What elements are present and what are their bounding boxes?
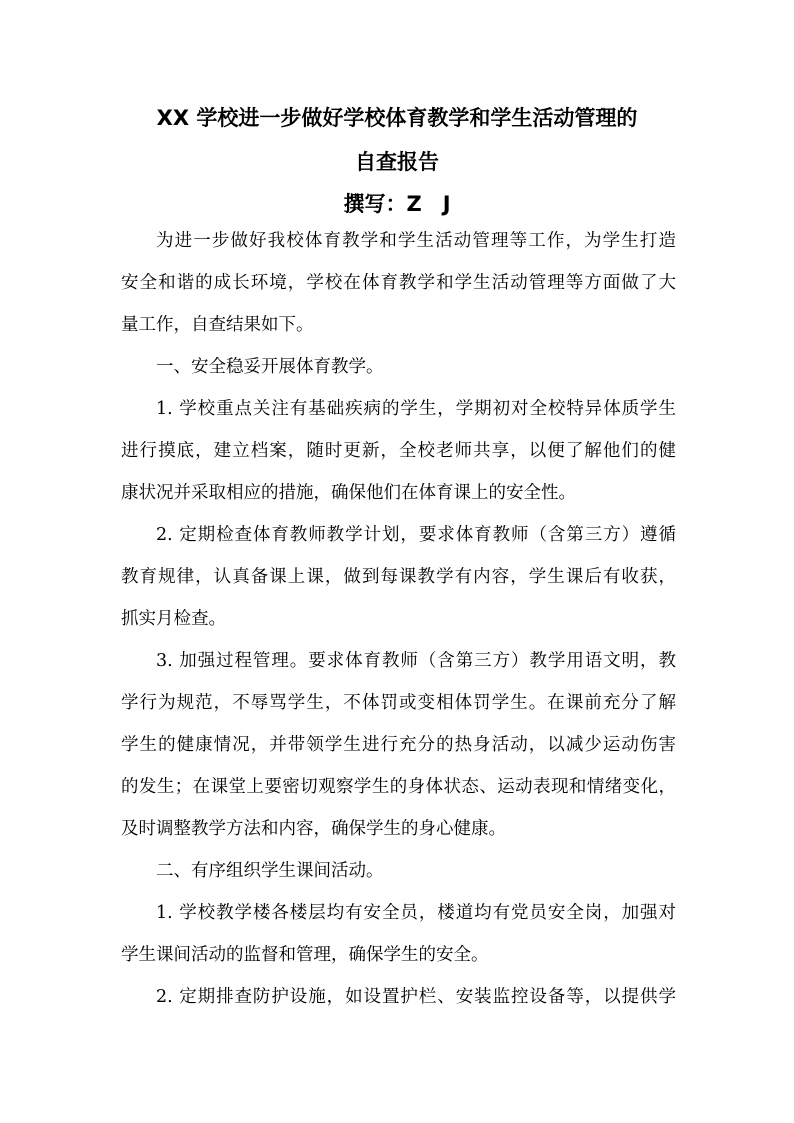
document-subtitle: 自查报告 <box>355 150 439 174</box>
body-line: 学生的健康情况，并带领学生进行充分的热身活动，以减少运动伤害 <box>121 735 676 755</box>
body-line: 量工作，自查结果如下。 <box>121 315 314 335</box>
body-line: 进行摸底，建立档案，随时更新，全校老师共享，以便了解他们的健 <box>121 441 676 461</box>
body-line: 学行为规范，不辱骂学生，不体罚或变相体罚学生。在课前充分了解 <box>121 693 676 713</box>
author-line: 撰写：Z J <box>343 192 451 216</box>
body-line: 2. 定期检查体育教师教学计划，要求体育教师（含第三方）遵循 <box>156 525 676 545</box>
body-line: 学生课间活动的监督和管理，确保学生的安全。 <box>121 945 489 965</box>
document-title: XX 学校进一步做好学校体育教学和学生活动管理的 <box>156 106 638 130</box>
body-line: 为进一步做好我校体育教学和学生活动管理等工作，为学生打造 <box>156 231 676 251</box>
body-line: 教育规律，认真备课上课，做到每课教学有内容，学生课后有收获， <box>121 567 676 587</box>
section-heading: 二、有序组织学生课间活动。 <box>156 861 384 881</box>
section-heading: 一、安全稳妥开展体育教学。 <box>156 357 384 377</box>
body-line: 的发生；在课堂上要密切观察学生的身体状态、运动表现和情绪变化， <box>121 777 676 797</box>
body-line: 康状况并采取相应的措施，确保他们在体育课上的安全性。 <box>121 483 576 503</box>
body-line: 安全和谐的成长环境，学校在体育教学和学生活动管理等方面做了大 <box>121 273 676 293</box>
body-line: 1. 学校教学楼各楼层均有安全员，楼道均有党员安全岗，加强对 <box>156 903 676 923</box>
body-line: 1. 学校重点关注有基础疾病的学生，学期初对全校特异体质学生 <box>156 399 676 419</box>
body-line: 及时调整教学方法和内容，确保学生的身心健康。 <box>121 819 506 839</box>
body-line: 3. 加强过程管理。要求体育教师（含第三方）教学用语文明，教 <box>156 651 676 671</box>
body-line: 抓实月检查。 <box>121 609 226 629</box>
body-line: 2. 定期排查防护设施，如设置护栏、安装监控设备等，以提供学 <box>156 987 676 1007</box>
